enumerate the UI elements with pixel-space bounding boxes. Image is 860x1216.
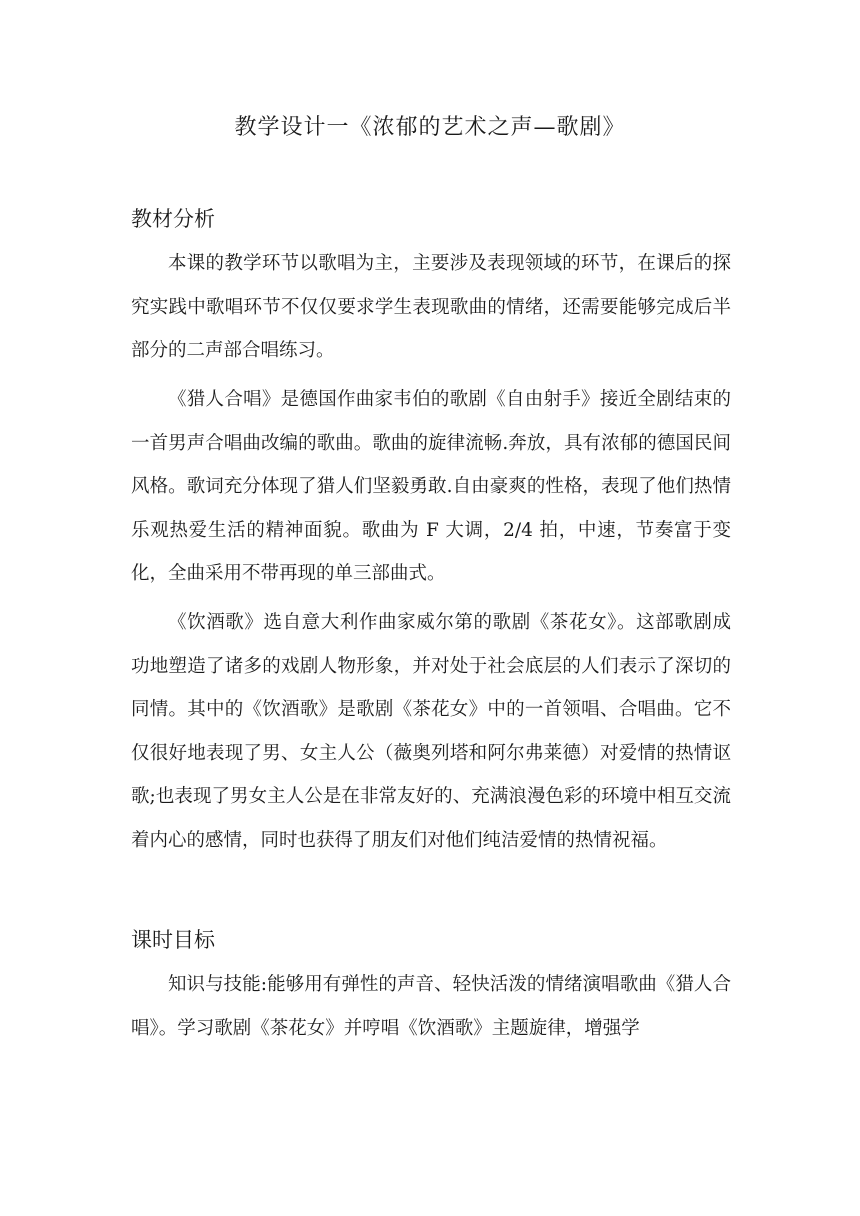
paragraph: 《饮酒歌》选自意大利作曲家威尔第的歌剧《茶花女》。这部歌剧成功地塑造了诸多的戏剧人物形象，并对处于社会底层的人们表示了深切的同情。其中的《饮酒歌》是歌剧《茶花女》中的一首领唱、合唱曲。它不仅很好地表现了男、女主人公（薇奥列塔和阿尔弗莱德）对爱情的热情讴歌;也表现了男女主人公是在非常友好的、充满浪漫色彩的环境中相互交流着内心的感情，同时也获得了朋友们对他们纯洁爱情的热情祝福。 (131, 612, 731, 851)
paragraph: 本课的教学环节以歌唱为主，主要涉及表现领域的环节，在课后的探究实践中歌唱环节不仅仅要求学生表现歌曲的情绪，还需要能够完成后半部分的二声部合唱练习。 (131, 253, 731, 361)
document-title: 教学设计一《浓郁的艺术之声—歌剧》 (234, 115, 626, 140)
section-heading-lesson-goals: 课时目标 (131, 928, 215, 952)
paragraph: 《猎人合唱》是德国作曲家韦伯的歌剧《自由射手》接近全剧结束的一首男声合唱曲改编的歌曲。歌曲的旋律流畅.奔放，具有浓郁的德国民间风格。歌词充分体现了猎人们坚毅勇敢.自由豪爽的性格，表现了他们热情乐观热爱生活的精神面貌。歌曲为 F 大调，2/4 拍，中速，节奏富于变化，全曲采用不带再现的单三部曲式。 (131, 389, 731, 584)
section-heading-textbook-analysis: 教材分析 (131, 207, 215, 231)
paragraph: 知识与技能:能够用有弹性的声音、轻快活泼的情绪演唱歌曲《猎人合唱》。学习歌剧《茶花女》并哼唱《饮酒歌》主题旋律，增强学 (131, 974, 731, 1039)
